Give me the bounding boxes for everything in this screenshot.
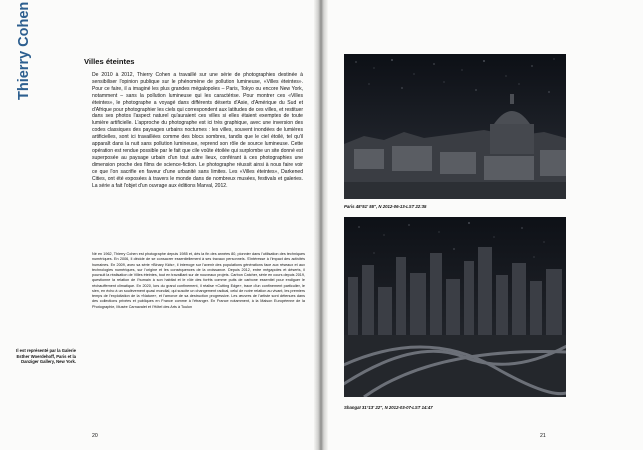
caption-paris: Paris 48°51' 55", N 2012-06-13-LST 22:35 — [344, 204, 427, 209]
left-page — [0, 0, 319, 450]
caption-shanghai: Shangaï 31°13' 22", N 2012-03-07-LST 14:47 — [344, 405, 433, 410]
section-heading: Villes éteintes — [84, 57, 135, 66]
shanghai-night-photo — [344, 217, 566, 397]
gallery-note: Il est représenté par la Galerie Esther Woerdehoff, Paris et la Danziger Gallery, New York. — [16, 348, 76, 365]
paris-night-photo — [344, 54, 566, 199]
bio-paragraph: Né en 1962, Thierry Cohen est photographe depuis 1985 et, dès la fin des années 80, pionnier dans l'utilisation des techniques numériques. En 2006, il décide de se consacrer essentiellement à ses travaux personnels. S'intéresse à l'impact des activités humaines. En 2009, avec sa série «Binary Kids», il interroge sur l'avenir des populations générations face aux réseaux et aux technologies numériques, sur l'origine et les conséquences de la croissance. Depuis 2012, entre mégapoles et déserts, il poursuit la réalisation de Villes éteintes, tout en travaillant sur de nouveaux projets. Carbon Catcher, série en cours depuis 2019, questionne la relation de l'humain à son habitat et le rôle des forêts comme puits de carbone essentiel pour endiguer le réchauffement climatique. En 2020, lors du grand confinement, il réalise «Cutting Edge», trace d'un confinement particulier, le sien, en écho à un soulèvement quasi mondial, qui suscite un changement radical, celui de notre relation au vivant, les premiers temps de l'exploitation de la «Nature», et l'amorce de sa destruction progressive. Les œuvres de l'artiste sont détenues dans des collections privées et publiques en France comme à l'étranger. En France notamment, à la Maison Européenne de la Photographie, Musée Carnavalet et l'Hôtel des Arts à Toulon — [92, 252, 305, 309]
intro-paragraph: De 2010 à 2012, Thierry Cohen a travaillé sur une série de photographies destinée à sensibiliser l'opinion publique sur le phénomène de pollution lumineuse, «Villes éteintes». Pour ce faire, il a imaginé les plus grandes mégalopoles – Paris, Tokyo ou encore New York, notamment – sans la pollution lumineuse qui les caractérise. Pour montrer ces «Villes éteintes», le photographe a voyagé dans différents déserts d'Asie, d'Amérique du Sud et d'Afrique pour photographier les ciels qui correspondent aux latitudes de ces villes, et restituer dans ses photos l'aspect naturel qu'auraient ces villes si elles étaient exemptes de toute lumière artificielle. L'approche du photographe est ici très graphique, avec une inversion des codes classiques des paysages urbains nocturnes : les villes, souvent inondées de lumières artificielles, sont ici travaillées comme des blocs sombres, tandis que le ciel étoilé, tel qu'il apparaît dans la nuit sans pollution lumineuse, reprend son rôle de source lumineuse. Cette opération est rendue possible par le fait que cile voûte étoilée qui surplombe un site donné est superposée au paysage urbain d'un tout autre lieux, conférant à ces photographies une dimension proche des films de science-fiction. Le photographe réussit ainsi à nous faire voir ce que l'on sacrifie en faveur d'une urbanité sans limites. Les «Villes éteintes», Darkened Cities, ont été exposées à travers le monde dans de nombreux musées, festivals et galeries. La série a fait l'objet d'un ouvrage aux éditions Marval, 2012. — [92, 72, 303, 189]
book-spine — [314, 0, 328, 450]
vertical-title: Thierry Cohen — [16, 1, 32, 100]
page-number-right: 21 — [540, 433, 546, 439]
page-number-left: 20 — [92, 433, 98, 439]
